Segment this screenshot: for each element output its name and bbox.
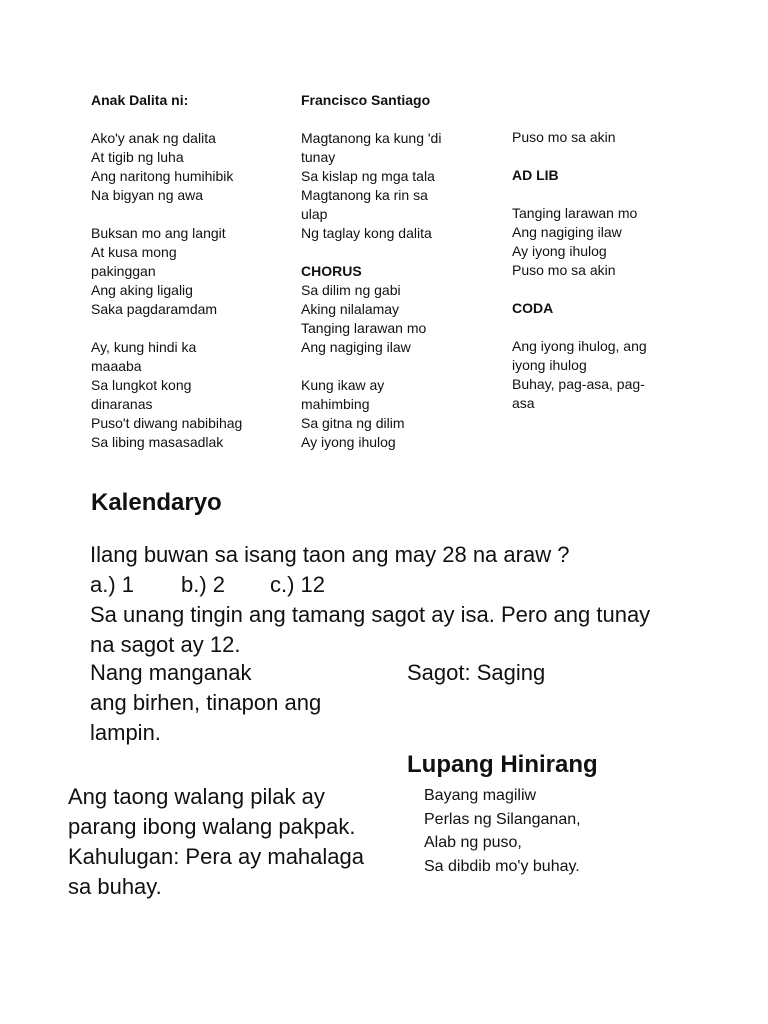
salawikain-line: sa buhay. (68, 874, 162, 899)
lyrics-column-1 (91, 91, 281, 452)
anthem-line: Bayang magiliw (424, 787, 537, 804)
lyric-line: Ay, kung hindi ka (91, 339, 197, 355)
lyric-line: asa (512, 395, 535, 411)
lyric-line: pakinggan (91, 263, 156, 279)
kalendaryo-title: Kalendaryo (91, 489, 222, 516)
kalendaryo-riddle (90, 540, 710, 660)
anthem-line: Perlas ng Silanganan, (424, 810, 581, 828)
lyric-line: Sa dilim ng gabi (301, 282, 401, 298)
lyric-line: Saka pagdaramdam (91, 301, 218, 317)
riddle-options (90, 570, 710, 600)
bugtong-answer: Sagot: Saging (407, 660, 546, 685)
bugtong-line: Nang manganak (90, 660, 252, 685)
lyric-line: Buhay, pag-asa, pag- (512, 376, 645, 392)
salawikain-line: parang ibong walang pakpak. (68, 814, 356, 839)
lyric-line: Magtanong ka kung 'di (301, 130, 442, 146)
bugtong-line: lampin. (90, 720, 161, 745)
lyric-line: Sa libing masasadlak (91, 434, 224, 450)
salawikain (68, 782, 364, 902)
salawikain-line: Kahulugan: Pera ay mahalaga (68, 844, 364, 869)
song-header-right: Francisco Santiago (301, 92, 431, 108)
option-c: c.) 12 (270, 572, 326, 597)
lyrics-column-3 (512, 128, 702, 413)
lyric-line: Puso mo sa akin (512, 129, 616, 145)
song-header-left: Anak Dalita ni: (91, 92, 189, 108)
lyric-line: Kung ikaw ay (301, 377, 385, 393)
lyric-line: Puso mo sa akin (512, 262, 616, 278)
option-a: a.) 1 (90, 572, 135, 597)
chorus-label: CHORUS (301, 263, 362, 279)
lyric-line: Buksan mo ang langit (91, 225, 226, 241)
bugtong-text (90, 658, 321, 748)
riddle-answer-line: Sa unang tingin ang tamang sagot ay isa. Pero ang tunay (90, 602, 651, 627)
lyric-line: Puso't diwang nabibihag (91, 415, 243, 431)
lyric-line: At tigib ng luha (91, 149, 184, 165)
lyric-line: Sa lungkot kong (91, 377, 192, 393)
lyric-line: Ng taglay kong dalita (301, 225, 432, 241)
lyric-line: Sa gitna ng dilim (301, 415, 405, 431)
lyric-line: iyong ihulog (512, 357, 587, 373)
lyric-line: Na bigyan ng awa (91, 187, 204, 203)
lyric-line: mahimbing (301, 396, 370, 412)
lyric-line: Sa kislap ng mga tala (301, 168, 435, 184)
lyric-line: Tanging larawan mo (301, 320, 427, 336)
riddle-question: Ilang buwan sa isang taon ang may 28 na araw ? (90, 542, 570, 567)
lyric-line: Ang nagiging ilaw (301, 339, 411, 355)
lyric-line: maaaba (91, 358, 142, 374)
lyric-line: Aking nilalamay (301, 301, 400, 317)
anthem-line: Sa dibdib mo'y buhay. (424, 857, 580, 875)
anthem-line: Alab ng puso, (424, 834, 522, 851)
lyric-line: tunay (301, 149, 336, 165)
lyric-line: Ang naritong humihibik (91, 168, 234, 184)
lyric-line: Ay iyong ihulog (512, 243, 607, 259)
adlib-label: AD LIB (512, 167, 559, 183)
lupang-hinirang-lyrics (424, 784, 581, 878)
lyric-line: Ang iyong ihulog, ang (512, 338, 647, 354)
option-b: b.) 2 (181, 572, 226, 597)
lyric-line: dinaranas (91, 396, 153, 412)
lyric-line: Ang nagiging ilaw (512, 224, 622, 240)
salawikain-line: Ang taong walang pilak ay (68, 784, 325, 809)
lyric-line: ulap (301, 206, 328, 222)
lupang-hinirang-title: Lupang Hinirang (407, 751, 598, 778)
lyrics-column-2 (301, 91, 491, 452)
lyric-line: Ay iyong ihulog (301, 434, 396, 450)
coda-label: CODA (512, 300, 554, 316)
riddle-answer-line: na sagot ay 12. (90, 632, 241, 657)
lyric-line: Magtanong ka rin sa (301, 187, 428, 203)
bugtong-line: ang birhen, tinapon ang (90, 690, 322, 715)
lyric-line: Ako'y anak ng dalita (91, 130, 216, 146)
lyric-line: Tanging larawan mo (512, 205, 638, 221)
lyric-line: Ang aking ligalig (91, 282, 193, 298)
lyric-line: At kusa mong (91, 244, 177, 260)
